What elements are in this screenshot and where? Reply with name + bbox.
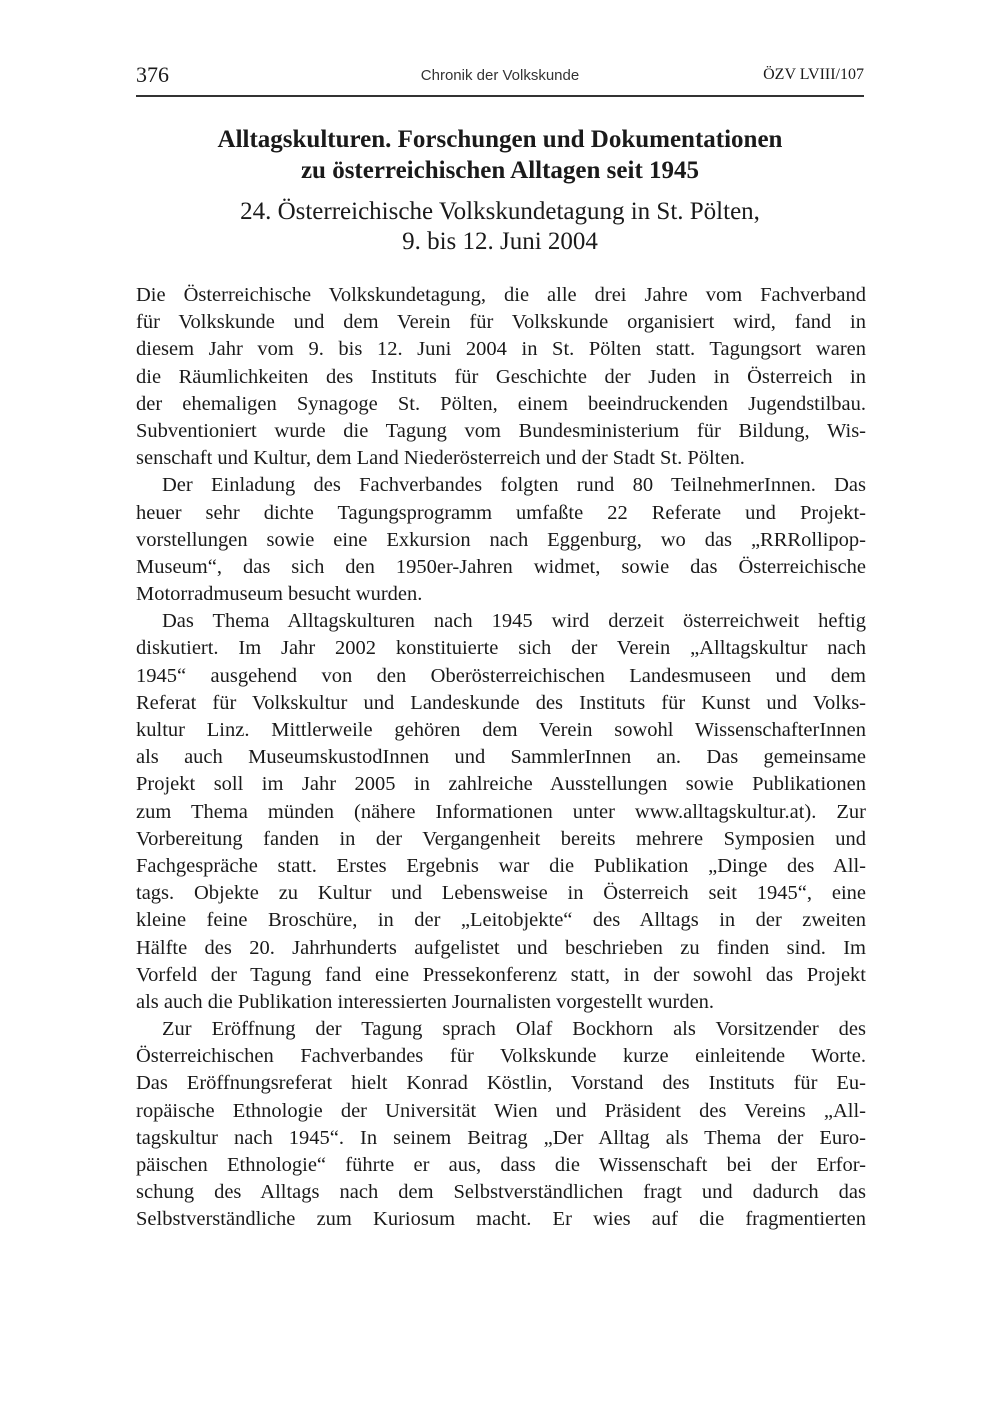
text-line: als auch MuseumskustodInnen und SammlerInnen an. Das gemeinsame <box>136 746 866 769</box>
article-title <box>136 124 864 186</box>
text-line: Subventioniert wurde die Tagung vom Bundesministerium für Bildung, Wis- <box>136 419 866 442</box>
text-line: Motorradmuseum besucht wurden. <box>136 583 423 606</box>
text-line: Museum“, das sich den 1950er-Jahren widmet, sowie das Österreichische <box>136 555 866 578</box>
text-line: vorstellungen sowie eine Exkursion nach Eggenburg, wo das „RRRollipop- <box>136 528 866 551</box>
text-line: 1945“ ausgehend von den Oberösterreichischen Landesmuseen und dem <box>136 664 866 687</box>
text-line: Österreichischen Fachverbandes für Volkskunde kurze einleitende Worte. <box>136 1045 866 1068</box>
text-line: Hälfte des 20. Jahrhunderts aufgelistet und beschrieben zu finden sind. Im <box>136 936 866 959</box>
volume-label: ÖZV LVIII/107 <box>763 66 864 83</box>
subtitle-line: 24. Österreichische Volkskundetagung in St. Pölten, <box>240 198 760 225</box>
text-line: Die Österreichische Volkskundetagung, die alle drei Jahre vom Fachverband <box>136 284 866 306</box>
text-line: kleine feine Broschüre, in der „Leitobjekte“ des Alltags in der zweiten <box>136 909 866 932</box>
text-line: schung des Alltags nach dem Selbstverständlichen fragt und dadurch das <box>136 1181 866 1204</box>
text-line: päischen Ethnologie“ führte er aus, dass die Wissenschaft bei der Erfor- <box>136 1154 866 1176</box>
text-line: Das Eröffnungsreferat hielt Konrad Köstlin, Vorstand des Instituts für Eu- <box>136 1072 866 1095</box>
text-line: diskutiert. Im Jahr 2002 konstituierte sich der Verein „Alltagskultur nach <box>136 637 866 660</box>
subtitle-line: 9. bis 12. Juni 2004 <box>402 228 598 255</box>
text-line: für Volkskunde und dem Verein für Volkskunde organisiert wird, fand in <box>136 311 866 334</box>
paragraph <box>136 282 866 472</box>
title-line: Alltagskulturen. Forschungen und Dokumentationen <box>217 126 783 153</box>
running-title: Chronik der Volkskunde <box>420 67 580 84</box>
text-line: Vorfeld der Tagung fand eine Pressekonferenz statt, in der sowohl das Projekt <box>136 963 866 986</box>
text-line: Zur Eröffnung der Tagung sprach Olaf Bockhorn als Vorsitzender des <box>162 1018 866 1041</box>
text-line: kultur Linz. Mittlerweile gehören dem Verein sowohl WissenschafterInnen <box>136 719 866 741</box>
text-line: Fachgespräche statt. Erstes Ergebnis war die Publikation „Dinge des All- <box>136 854 866 877</box>
text-line: diesem Jahr vom 9. bis 12. Juni 2004 in St. Pölten statt. Tagungsort waren <box>136 338 866 361</box>
text-line: senschaft und Kultur, dem Land Niederösterreich und der Stadt St. Pölten. <box>136 447 745 470</box>
paragraph <box>136 472 866 608</box>
text-line: Vorbereitung fanden in der Vergangenheit bereits mehrere Symposien und <box>136 827 866 850</box>
body-text <box>136 282 866 1234</box>
header-rule <box>136 95 864 97</box>
paragraph <box>136 1016 866 1234</box>
text-line: zum Thema münden (nähere Informationen unter www.alltagskultur.at). Zur <box>136 800 866 823</box>
paragraph <box>136 608 866 1016</box>
text-line: der ehemaligen Synagoge St. Pölten, einem beeindruckenden Jugendstilbau. <box>136 392 866 415</box>
text-line: Projekt soll im Jahr 2005 in zahlreiche Ausstellungen sowie Publikationen <box>136 773 866 796</box>
text-line: tagskultur nach 1945“. In seinem Beitrag „Der Alltag als Thema der Euro- <box>136 1126 866 1149</box>
article-subtitle <box>136 197 864 257</box>
text-line: Referat für Volkskultur und Landeskunde des Instituts für Kunst und Volks- <box>136 691 866 714</box>
title-line: zu österreichischen Alltagen seit 1945 <box>300 157 700 184</box>
running-header <box>136 62 864 92</box>
text-line: Das Thema Alltagskulturen nach 1945 wird derzeit österreichweit heftig <box>162 610 866 633</box>
text-line: tags. Objekte zu Kultur und Lebensweise in Österreich seit 1945“, eine <box>136 882 866 905</box>
text-line: heuer sehr dichte Tagungsprogramm umfaßte 22 Referate und Projekt- <box>136 501 866 524</box>
text-line: ropäische Ethnologie der Universität Wien und Präsident des Vereins „All- <box>136 1099 866 1122</box>
text-line: als auch die Publikation interessierten Journalisten vorgestellt wurden. <box>136 990 715 1013</box>
text-line: Selbstverständliche zum Kuriosum macht. Er wies auf die fragmentierten <box>136 1208 866 1231</box>
text-line: die Räumlichkeiten des Instituts für Geschichte der Juden in Österreich in <box>136 365 866 388</box>
text-line: Der Einladung des Fachverbandes folgten rund 80 TeilnehmerInnen. Das <box>162 474 866 497</box>
page-number: 376 <box>136 62 169 87</box>
